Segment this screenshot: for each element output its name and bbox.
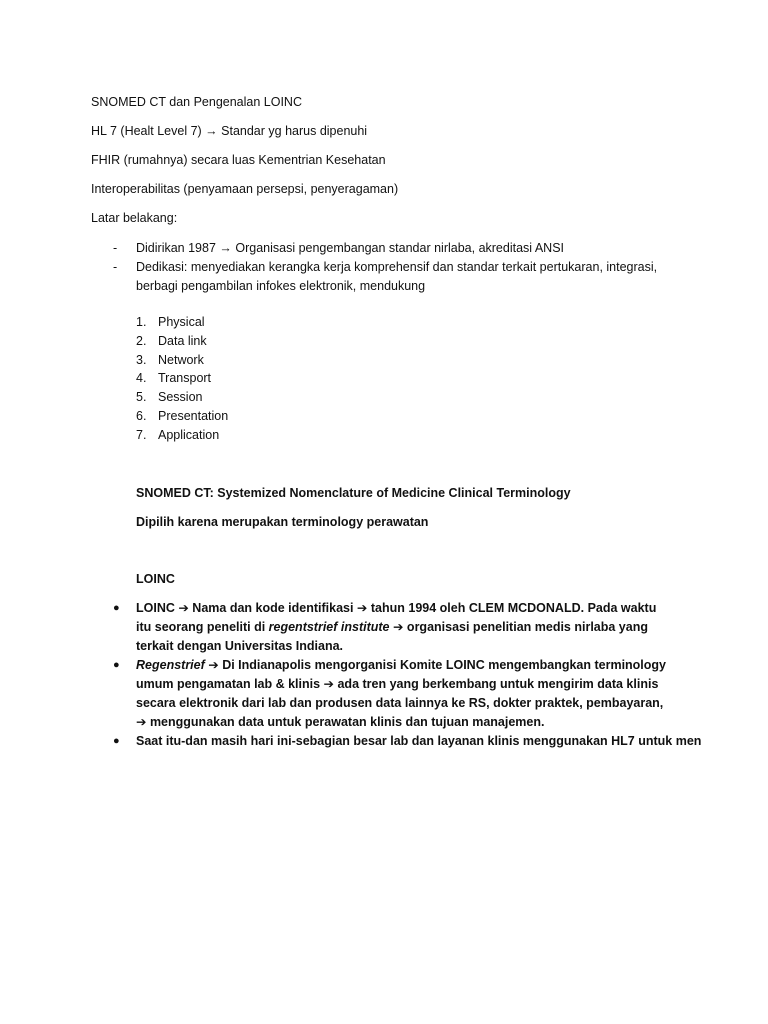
fhir-line: FHIR (rumahnya) secara luas Kementrian Kesehatan xyxy=(91,153,386,167)
list-item xyxy=(136,426,228,445)
list-item-text: Didirikan 1987 → Organisasi pengembangan standar nirlaba, akreditasi ANSI xyxy=(136,241,565,255)
list-item xyxy=(136,369,228,388)
list-number: 6. xyxy=(136,408,147,423)
list-item xyxy=(113,599,673,656)
list-item xyxy=(113,239,673,258)
interoperability-line: Interoperabilitas (penyamaan persepsi, penyeragaman) xyxy=(91,182,399,196)
osi-layer-list xyxy=(136,313,228,445)
background-heading: Latar belakang: xyxy=(91,211,178,225)
list-item xyxy=(136,332,228,351)
document-title: SNOMED CT dan Pengenalan LOINC xyxy=(91,95,302,109)
snomed-definition: SNOMED CT: Systemized Nomenclature of Medicine Clinical Terminology xyxy=(136,486,571,500)
layer-label: Presentation xyxy=(158,408,229,423)
bullet-text-part: ➔ organisasi penelitian medis nirlaba yang terkait dengan Universitas Indiana. xyxy=(136,620,648,653)
list-item xyxy=(113,732,702,751)
list-number: 7. xyxy=(136,427,147,442)
list-item xyxy=(136,351,228,370)
layer-label: Application xyxy=(158,427,220,442)
background-list xyxy=(113,239,673,296)
layer-label: Network xyxy=(158,352,204,367)
regenstrief-name: Regenstrief xyxy=(136,658,205,672)
list-item-text: Dedikasi: menyediakan kerangka kerja komprehensif dan standar terkait pertukaran, integrasi, berbagi pengambilan infokes elektronik, mendukung xyxy=(136,260,658,293)
list-item xyxy=(136,407,228,426)
list-number: 1. xyxy=(136,315,147,329)
bullet-marker: ● xyxy=(113,659,120,671)
bullet-marker: ● xyxy=(113,735,120,747)
loinc-bullet-list xyxy=(113,599,702,751)
layer-label: Physical xyxy=(158,315,205,329)
dash-marker: - xyxy=(113,241,118,255)
layer-label: Data link xyxy=(158,333,207,348)
list-number: 2. xyxy=(136,333,147,348)
bullet-text-part: LOINC ➔ Nama dan kode identifikasi ➔ tahun 1994 oleh CLEM MCDONALD. Pada waktu itu seorang peneliti di xyxy=(136,601,657,634)
bullet-text-part: Saat itu-dan masih hari ini-sebagian besar lab dan layanan klinis menggunakan HL7 untuk men xyxy=(136,734,702,748)
list-number: 3. xyxy=(136,352,147,367)
list-number: 4. xyxy=(136,371,147,386)
layer-label: Session xyxy=(158,390,203,405)
loinc-heading: LOINC xyxy=(136,572,175,586)
bullet-marker: ● xyxy=(113,602,120,614)
layer-label: Transport xyxy=(158,371,212,386)
list-item xyxy=(136,313,228,332)
snomed-reason: Dipilih karena merupakan terminology perawatan xyxy=(136,515,429,529)
bullet-text-part: ➔ Di Indianapolis mengorganisi Komite LOINC mengembangkan terminology umum pengamatan lab & klinis ➔ ada tren yang berkembang untuk mengirim data klinis secara elektronik dari lab dan produsen data lainnya ke RS, dokter praktek, pembayaran, ➔ menggunakan data untuk perawatan klinis dan tujuan manajemen. xyxy=(136,658,667,729)
list-item xyxy=(113,656,673,732)
hl7-line: HL 7 (Healt Level 7) → Standar yg harus dipenuhi xyxy=(91,124,368,138)
list-item xyxy=(136,388,228,407)
dash-marker: - xyxy=(113,260,118,274)
list-item xyxy=(113,258,673,296)
list-number: 5. xyxy=(136,390,147,405)
institute-name: regentstrief institute xyxy=(268,620,390,634)
